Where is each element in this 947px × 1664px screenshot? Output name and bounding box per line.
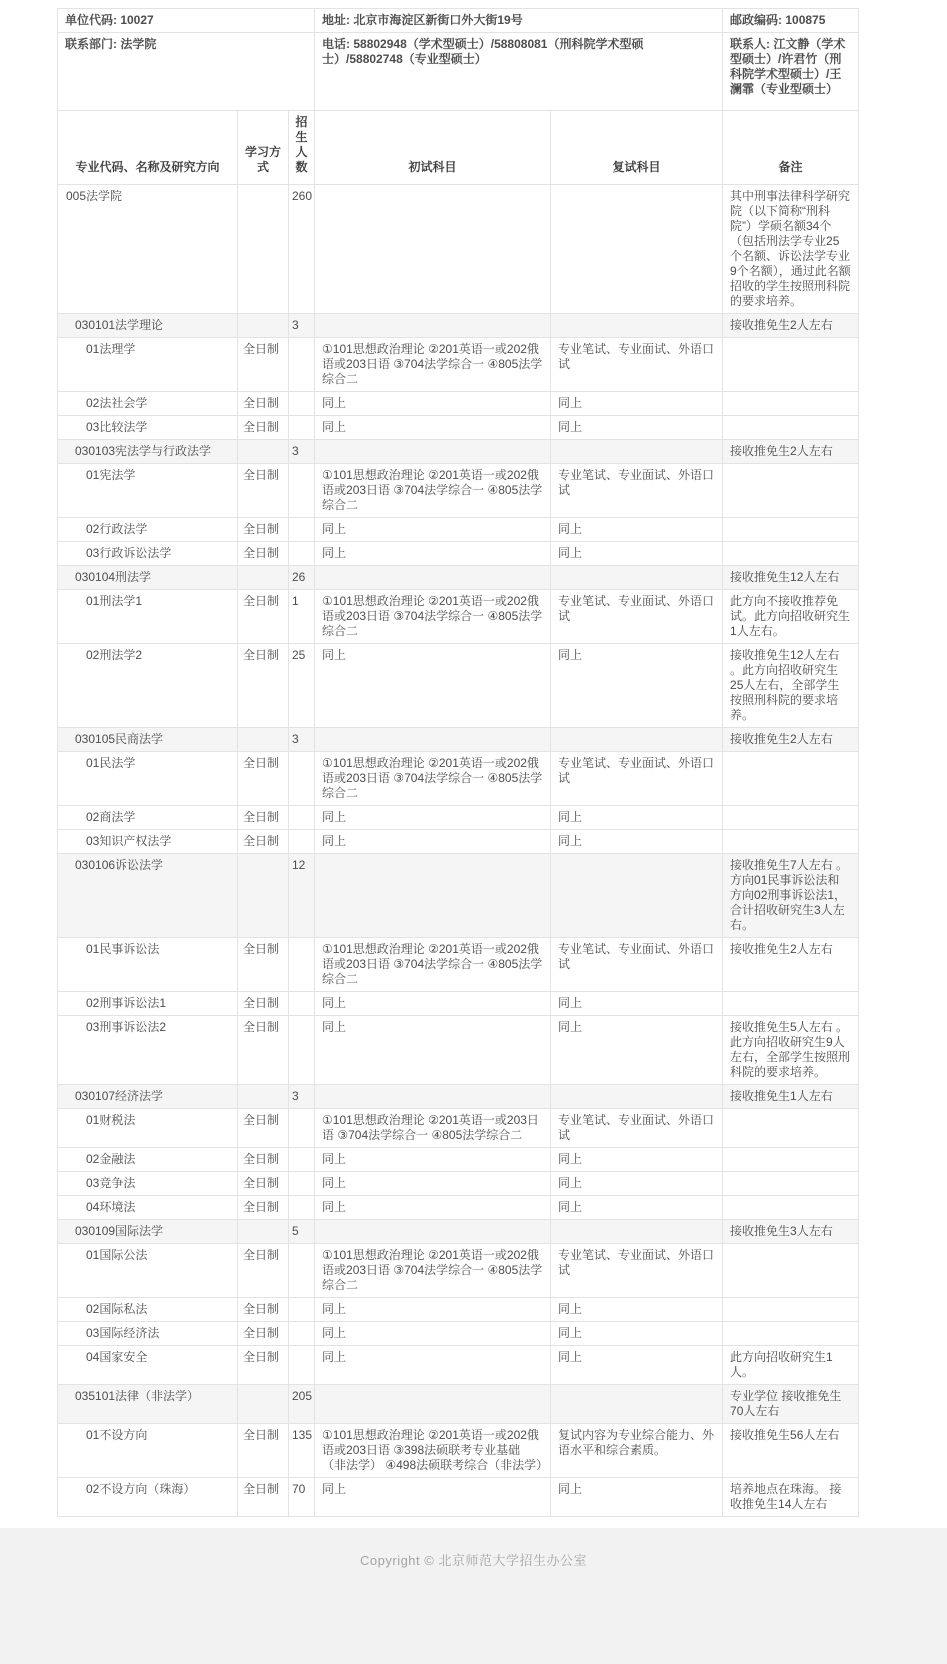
remark-cell: 专业学位 接收推免生70人左右: [723, 1385, 859, 1424]
direction-row: [58, 464, 859, 518]
specialty-cell: 03知识产权法学: [58, 830, 238, 854]
retest-cell: 专业笔试、专业面试、外语口试: [551, 752, 723, 806]
retest-cell: 同上: [551, 1172, 723, 1196]
specialty-cell: 030104刑法学: [58, 566, 238, 590]
specialty-group-row: [58, 728, 859, 752]
retest-cell: [551, 440, 723, 464]
remark-cell: 培养地点在珠海。 接收推免生14人左右: [723, 1478, 859, 1517]
remark-cell: [723, 338, 859, 392]
study-mode-cell: 全日制: [238, 392, 289, 416]
footer: [0, 1528, 947, 1664]
specialty-cell: 02刑事诉讼法1: [58, 992, 238, 1016]
specialty-cell: 03比较法学: [58, 416, 238, 440]
specialty-cell: 030109国际法学: [58, 1220, 238, 1244]
initial-exam-cell: 同上: [315, 1172, 551, 1196]
enrollment-cell: [289, 1196, 315, 1220]
initial-exam-cell: 同上: [315, 1016, 551, 1085]
retest-cell: 同上: [551, 1346, 723, 1385]
specialty-group-row: [58, 1220, 859, 1244]
initial-exam-cell: [315, 1220, 551, 1244]
remark-cell: [723, 830, 859, 854]
postal-code: 邮政编码: 100875: [723, 9, 859, 33]
study-mode-cell: [238, 566, 289, 590]
retest-cell: 专业笔试、专业面试、外语口试: [551, 1109, 723, 1148]
retest-cell: 专业笔试、专业面试、外语口试: [551, 464, 723, 518]
enrollment-cell: [289, 392, 315, 416]
initial-exam-cell: 同上: [315, 806, 551, 830]
study-mode-cell: 全日制: [238, 1016, 289, 1085]
info-row-contact: [58, 33, 859, 111]
study-mode-cell: 全日制: [238, 1196, 289, 1220]
header-enrollment: 招生人数: [289, 111, 315, 185]
remark-cell: 接收推免生2人左右: [723, 440, 859, 464]
remark-cell: 接收推免生56人左右: [723, 1424, 859, 1478]
remark-cell: 接收推免生1人左右: [723, 1085, 859, 1109]
direction-row: [58, 1298, 859, 1322]
study-mode-cell: 全日制: [238, 1148, 289, 1172]
retest-cell: 同上: [551, 1148, 723, 1172]
initial-exam-cell: ①101思想政治理论 ②201英语一或202俄语或203日语 ③704法学综合一 ④805法学综合二: [315, 338, 551, 392]
initial-exam-cell: ①101思想政治理论 ②201英语一或202俄语或203日语 ③704法学综合一 ④805法学综合二: [315, 590, 551, 644]
direction-row: [58, 992, 859, 1016]
study-mode-cell: 全日制: [238, 1298, 289, 1322]
specialty-cell: 03行政诉讼法学: [58, 542, 238, 566]
retest-cell: 同上: [551, 518, 723, 542]
retest-cell: 同上: [551, 1322, 723, 1346]
direction-row: [58, 938, 859, 992]
specialty-group-row: [58, 566, 859, 590]
direction-row: [58, 1244, 859, 1298]
remark-cell: 其中刑事法律科学研究院（以下简称“刑科院”）学硕名额34个（包括刑法学专业25个名额、诉讼法学专业9个名额），通过此名额招收的学生按照刑科院的要求培养。: [723, 185, 859, 314]
header-specialty: 专业代码、名称及研究方向: [58, 111, 238, 185]
initial-exam-cell: 同上: [315, 1196, 551, 1220]
initial-exam-cell: ①101思想政治理论 ②201英语一或202俄语或203日语 ③704法学综合一 ④805法学综合二: [315, 1244, 551, 1298]
enrollment-cell: [289, 1322, 315, 1346]
study-mode-cell: [238, 1385, 289, 1424]
direction-row: [58, 1424, 859, 1478]
initial-exam-cell: 同上: [315, 1298, 551, 1322]
specialty-group-row: [58, 854, 859, 938]
enrollment-cell: [289, 992, 315, 1016]
specialty-cell: 035101法律（非法学）: [58, 1385, 238, 1424]
study-mode-cell: [238, 1220, 289, 1244]
unit-code: 单位代码: 10027: [58, 9, 315, 33]
header-retest: 复试科目: [551, 111, 723, 185]
retest-cell: 同上: [551, 806, 723, 830]
specialty-cell: 02刑法学2: [58, 644, 238, 728]
info-row-top: [58, 9, 859, 33]
specialty-cell: 030105民商法学: [58, 728, 238, 752]
retest-cell: [551, 1385, 723, 1424]
direction-row: [58, 338, 859, 392]
study-mode-cell: [238, 314, 289, 338]
remark-cell: 接收推免生12人左右: [723, 566, 859, 590]
remark-cell: [723, 416, 859, 440]
enrollment-cell: [289, 1346, 315, 1385]
remark-cell: [723, 1109, 859, 1148]
study-mode-cell: 全日制: [238, 416, 289, 440]
remark-cell: [723, 392, 859, 416]
enrollment-cell: [289, 806, 315, 830]
remark-cell: 接收推免生2人左右: [723, 728, 859, 752]
specialty-cell: 030101法学理论: [58, 314, 238, 338]
study-mode-cell: 全日制: [238, 338, 289, 392]
direction-row: [58, 830, 859, 854]
remark-cell: [723, 1148, 859, 1172]
initial-exam-cell: 同上: [315, 830, 551, 854]
specialty-cell: 02行政法学: [58, 518, 238, 542]
direction-row: [58, 518, 859, 542]
retest-cell: 专业笔试、专业面试、外语口试: [551, 1244, 723, 1298]
study-mode-cell: 全日制: [238, 1109, 289, 1148]
copyright-text: Copyright © 北京师范大学招生办公室: [360, 1553, 587, 1568]
remark-cell: 接收推免生2人左右: [723, 938, 859, 992]
initial-exam-cell: ①101思想政治理论 ②201英语一或202俄语或203日语 ③704法学综合一 ④805法学综合二: [315, 464, 551, 518]
specialty-cell: 01法理学: [58, 338, 238, 392]
enrollment-cell: [289, 1244, 315, 1298]
enrollment-cell: [289, 752, 315, 806]
enrollment-cell: 70: [289, 1478, 315, 1517]
retest-cell: [551, 566, 723, 590]
column-header-row: [58, 111, 859, 185]
direction-row: [58, 752, 859, 806]
direction-row: [58, 644, 859, 728]
initial-exam-cell: ①101思想政治理论 ②201英语一或202俄语或203日语 ③398法硕联考专业基础（非法学） ④498法硕联考综合（非法学）: [315, 1424, 551, 1478]
direction-row: [58, 1016, 859, 1085]
specialty-cell: 005法学院: [58, 185, 238, 314]
retest-cell: [551, 185, 723, 314]
specialty-cell: 01国际公法: [58, 1244, 238, 1298]
remark-cell: [723, 1196, 859, 1220]
initial-exam-cell: 同上: [315, 392, 551, 416]
remark-cell: [723, 1244, 859, 1298]
remark-cell: 此方向招收研究生1人。: [723, 1346, 859, 1385]
enrollment-cell: [289, 1016, 315, 1085]
header-remarks: 备注: [723, 111, 859, 185]
enrollment-cell: [289, 338, 315, 392]
remark-cell: [723, 752, 859, 806]
direction-row: [58, 590, 859, 644]
study-mode-cell: 全日制: [238, 1478, 289, 1517]
specialty-cell: 03竞争法: [58, 1172, 238, 1196]
initial-exam-cell: [315, 566, 551, 590]
enrollment-cell: [289, 1109, 315, 1148]
study-mode-cell: [238, 1085, 289, 1109]
direction-row: [58, 392, 859, 416]
study-mode-cell: 全日制: [238, 644, 289, 728]
enrollment-cell: [289, 938, 315, 992]
initial-exam-cell: [315, 1085, 551, 1109]
study-mode-cell: 全日制: [238, 830, 289, 854]
retest-cell: 同上: [551, 392, 723, 416]
specialty-group-row: [58, 1385, 859, 1424]
specialty-cell: 01民事诉讼法: [58, 938, 238, 992]
specialty-cell: 030106诉讼法学: [58, 854, 238, 938]
remark-cell: 接收推免生5人左右 。此方向招收研究生9人左右，全部学生按照刑科院的要求培养。: [723, 1016, 859, 1085]
initial-exam-cell: ①101思想政治理论 ②201英语一或202俄语或203日语 ③704法学综合一 ④805法学综合二: [315, 752, 551, 806]
retest-cell: [551, 314, 723, 338]
enrollment-cell: 3: [289, 440, 315, 464]
specialty-group-row: [58, 1085, 859, 1109]
study-mode-cell: [238, 185, 289, 314]
initial-exam-cell: 同上: [315, 416, 551, 440]
study-mode-cell: 全日制: [238, 1172, 289, 1196]
direction-row: [58, 1148, 859, 1172]
retest-cell: 同上: [551, 1478, 723, 1517]
study-mode-cell: 全日制: [238, 1346, 289, 1385]
enrollment-cell: 135: [289, 1424, 315, 1478]
initial-exam-cell: [315, 854, 551, 938]
enrollment-cell: [289, 1148, 315, 1172]
specialty-cell: 03刑事诉讼法2: [58, 1016, 238, 1085]
enrollment-cell: 25: [289, 644, 315, 728]
retest-cell: 同上: [551, 644, 723, 728]
remark-cell: [723, 518, 859, 542]
specialty-cell: 02国际私法: [58, 1298, 238, 1322]
admissions-table: [57, 8, 859, 1517]
study-mode-cell: 全日制: [238, 752, 289, 806]
study-mode-cell: [238, 440, 289, 464]
specialty-cell: 01不设方向: [58, 1424, 238, 1478]
enrollment-cell: [289, 542, 315, 566]
address: 地址: 北京市海淀区新街口外大街19号: [315, 9, 723, 33]
specialty-cell: 04国家安全: [58, 1346, 238, 1385]
enrollment-cell: [289, 1298, 315, 1322]
retest-cell: 专业笔试、专业面试、外语口试: [551, 938, 723, 992]
specialty-cell: 01刑法学1: [58, 590, 238, 644]
specialty-cell: 030103宪法学与行政法学: [58, 440, 238, 464]
retest-cell: [551, 1085, 723, 1109]
remark-cell: [723, 464, 859, 518]
direction-row: [58, 1478, 859, 1517]
remark-cell: 此方向不接收推荐免试。此方向招收研究生1人左右。: [723, 590, 859, 644]
study-mode-cell: 全日制: [238, 1322, 289, 1346]
study-mode-cell: [238, 854, 289, 938]
enrollment-cell: 205: [289, 1385, 315, 1424]
enrollment-cell: 12: [289, 854, 315, 938]
retest-cell: 同上: [551, 1196, 723, 1220]
study-mode-cell: 全日制: [238, 542, 289, 566]
specialty-cell: 01民法学: [58, 752, 238, 806]
enrollment-cell: [289, 1172, 315, 1196]
enrollment-cell: [289, 416, 315, 440]
enrollment-cell: 26: [289, 566, 315, 590]
initial-exam-cell: [315, 314, 551, 338]
college-row: [58, 185, 859, 314]
enrollment-cell: [289, 518, 315, 542]
retest-cell: 同上: [551, 830, 723, 854]
specialty-cell: 03国际经济法: [58, 1322, 238, 1346]
specialty-cell: 02金融法: [58, 1148, 238, 1172]
enrollment-cell: 260: [289, 185, 315, 314]
initial-exam-cell: 同上: [315, 518, 551, 542]
initial-exam-cell: 同上: [315, 1322, 551, 1346]
retest-cell: 同上: [551, 1016, 723, 1085]
study-mode-cell: 全日制: [238, 518, 289, 542]
contact-person: 联系人: 江文静（学术型硕士）/许君竹（刑科院学术型硕士）/王澜霏（专业型硕士）: [723, 33, 859, 111]
study-mode-cell: 全日制: [238, 938, 289, 992]
remark-cell: [723, 806, 859, 830]
specialty-cell: 04环境法: [58, 1196, 238, 1220]
initial-exam-cell: [315, 440, 551, 464]
initial-exam-cell: 同上: [315, 1478, 551, 1517]
retest-cell: 同上: [551, 1298, 723, 1322]
initial-exam-cell: 同上: [315, 1148, 551, 1172]
specialty-cell: 02不设方向（珠海）: [58, 1478, 238, 1517]
enrollment-cell: 3: [289, 314, 315, 338]
remark-cell: 接收推免生12人左右 。此方向招收研究生25人左右，全部学生按照刑科院的要求培养。: [723, 644, 859, 728]
phone-numbers: 电话: 58802948（学术型硕士）/58808081（刑科院学术型硕士）/58802748（专业型硕士）: [315, 33, 723, 111]
specialty-cell: 02法社会学: [58, 392, 238, 416]
direction-row: [58, 806, 859, 830]
initial-exam-cell: 同上: [315, 644, 551, 728]
initial-exam-cell: [315, 185, 551, 314]
remark-cell: 接收推免生3人左右: [723, 1220, 859, 1244]
initial-exam-cell: 同上: [315, 542, 551, 566]
enrollment-cell: 5: [289, 1220, 315, 1244]
specialty-group-row: [58, 440, 859, 464]
retest-cell: 同上: [551, 992, 723, 1016]
retest-cell: [551, 854, 723, 938]
retest-cell: 专业笔试、专业面试、外语口试: [551, 590, 723, 644]
initial-exam-cell: 同上: [315, 992, 551, 1016]
retest-cell: 同上: [551, 542, 723, 566]
retest-cell: [551, 728, 723, 752]
enrollment-cell: 1: [289, 590, 315, 644]
study-mode-cell: 全日制: [238, 1244, 289, 1298]
table-body: [58, 185, 859, 1517]
remark-cell: [723, 1172, 859, 1196]
study-mode-cell: [238, 728, 289, 752]
remark-cell: [723, 542, 859, 566]
contact-department: 联系部门: 法学院: [58, 33, 315, 111]
initial-exam-cell: 同上: [315, 1346, 551, 1385]
study-mode-cell: 全日制: [238, 992, 289, 1016]
remark-cell: [723, 1322, 859, 1346]
remark-cell: [723, 1298, 859, 1322]
direction-row: [58, 542, 859, 566]
header-study-mode: 学习方式: [238, 111, 289, 185]
study-mode-cell: 全日制: [238, 464, 289, 518]
remark-cell: [723, 992, 859, 1016]
direction-row: [58, 1172, 859, 1196]
direction-row: [58, 1196, 859, 1220]
retest-cell: 同上: [551, 416, 723, 440]
initial-exam-cell: [315, 728, 551, 752]
initial-exam-cell: ①101思想政治理论 ②201英语一或203日语 ③704法学综合一 ④805法学综合二: [315, 1109, 551, 1148]
specialty-cell: 01宪法学: [58, 464, 238, 518]
enrollment-cell: 3: [289, 1085, 315, 1109]
retest-cell: [551, 1220, 723, 1244]
study-mode-cell: 全日制: [238, 806, 289, 830]
enrollment-cell: [289, 830, 315, 854]
direction-row: [58, 1322, 859, 1346]
enrollment-cell: [289, 464, 315, 518]
initial-exam-cell: ①101思想政治理论 ②201英语一或202俄语或203日语 ③704法学综合一 ④805法学综合二: [315, 938, 551, 992]
direction-row: [58, 1109, 859, 1148]
remark-cell: 接收推免生7人左右 。方向01民事诉讼法和方向02刑事诉讼法1，合计招收研究生3人左右。: [723, 854, 859, 938]
remark-cell: 接收推免生2人左右: [723, 314, 859, 338]
specialty-cell: 01财税法: [58, 1109, 238, 1148]
retest-cell: 专业笔试、专业面试、外语口试: [551, 338, 723, 392]
retest-cell: 复试内容为专业综合能力、外语水平和综合素质。: [551, 1424, 723, 1478]
header-initial-exam: 初试科目: [315, 111, 551, 185]
initial-exam-cell: [315, 1385, 551, 1424]
specialty-cell: 030107经济法学: [58, 1085, 238, 1109]
direction-row: [58, 1346, 859, 1385]
study-mode-cell: 全日制: [238, 590, 289, 644]
specialty-group-row: [58, 314, 859, 338]
study-mode-cell: 全日制: [238, 1424, 289, 1478]
enrollment-cell: 3: [289, 728, 315, 752]
specialty-cell: 02商法学: [58, 806, 238, 830]
direction-row: [58, 416, 859, 440]
